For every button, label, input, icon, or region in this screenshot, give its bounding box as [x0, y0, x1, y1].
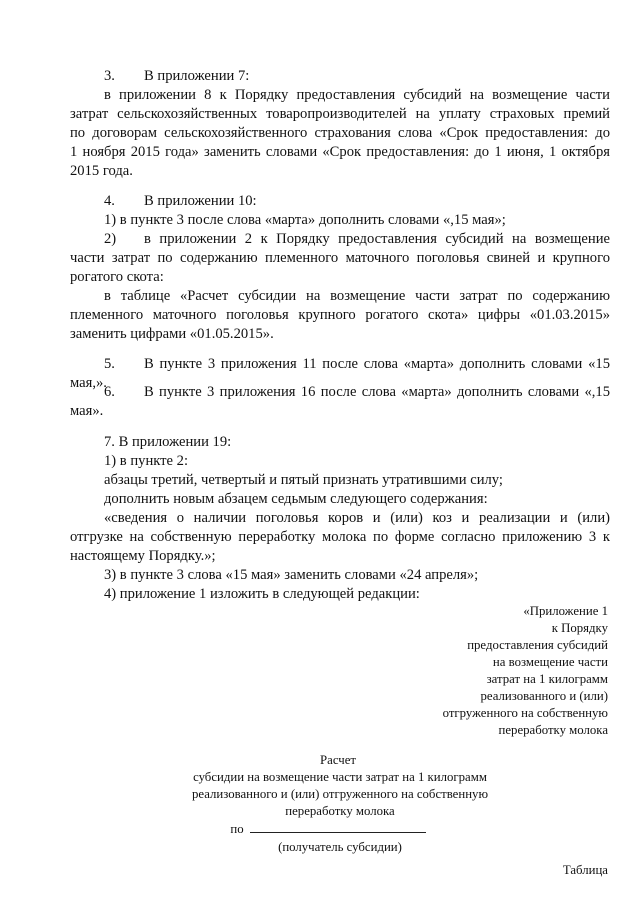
section-3-line-2: затрат сельскохозяйственных товаропроизводителей на уплату страховых премий — [70, 106, 610, 122]
section-3-heading — [70, 68, 610, 85]
section-3-line-4: 1 ноября 2015 года» заменить словами «Срок предоставления: до 1 июня, 1 октября — [70, 144, 610, 160]
section-4-point-3-line-2: племенного маточного поголовья крупного рогатого скота» цифры «01.03.2015» — [70, 307, 610, 323]
section-6-line-2: мая». — [70, 403, 104, 419]
appendix-line-7: отгруженного на собственную — [442, 706, 608, 720]
section-4-title: В приложении 10: — [144, 193, 257, 209]
section-4-point-1: 1) в пункте 3 после слова «марта» дополнить словами «,15 мая»; — [104, 212, 506, 228]
calc-line-2: реализованного и (или) отгруженного на собственную — [191, 787, 489, 801]
appendix-line-4: на возмещение части — [492, 655, 608, 669]
section-6-line-1 — [104, 384, 610, 401]
section-3-line-3: по договорам сельскохозяйственного страхования слова «Срок предоставления: до — [70, 125, 610, 141]
section-4-point-3-line-1: в таблице «Расчет субсидии на возмещение части затрат по содержанию — [104, 288, 610, 304]
section-4-point-3-line-3: заменить цифрами «01.05.2015». — [70, 326, 274, 342]
table-label: Таблица — [562, 863, 608, 877]
section-5-number: 5. — [104, 356, 115, 372]
calc-po-line — [118, 820, 538, 838]
appendix-line-1: «Приложение 1 — [523, 604, 608, 618]
recipient-caption: (получатель субсидии) — [278, 840, 402, 854]
calc-title: Расчет — [320, 753, 356, 767]
section-7-quote-line-1: «сведения о наличии поголовья коров и (или) коз и реализации и (или) — [104, 510, 610, 526]
section-6-text: В пункте 3 приложения 16 после слова «марта» дополнить словами «,15 — [144, 384, 610, 400]
section-4-point-2-line-3: рогатого скота: — [70, 269, 164, 285]
section-6-number: 6. — [104, 384, 115, 400]
section-4-point-2-line-2: части затрат по содержанию племенного маточного поголовья свиней и крупного — [70, 250, 610, 266]
appendix-line-5: затрат на 1 килограмм — [486, 672, 608, 686]
section-7-heading: 7. В приложении 19: — [104, 434, 232, 450]
calc-line-1: субсидии на возмещение части затрат на 1 килограмм — [193, 770, 487, 784]
section-3-line-1: в приложении 8 к Порядку предоставления субсидий на возмещение части — [104, 87, 610, 103]
appendix-line-6: реализованного и (или) — [480, 689, 608, 703]
appendix-line-2: к Порядку — [551, 621, 608, 635]
section-7-quote-line-2: отгрузке на собственную переработку молока по форме согласно приложению 3 к — [70, 529, 610, 545]
section-3-title: В приложении 7: — [144, 68, 250, 84]
calc-po-label: по — [230, 822, 244, 836]
section-4-point-2-number: 2) — [104, 231, 117, 247]
section-7-point-1b: дополнить новым абзацем седьмым следующего содержания: — [104, 491, 488, 507]
recipient-field-line — [250, 820, 426, 833]
section-3-line-5: 2015 года. — [70, 163, 133, 179]
section-7-quote-line-3: настоящему Порядку.»; — [70, 548, 216, 564]
calc-line-3: переработку молока — [285, 804, 395, 818]
section-7-point-3: 3) в пункте 3 слова «15 мая» заменить словами «24 апреля»; — [104, 567, 479, 583]
section-7-point-4: 4) приложение 1 изложить в следующей редакции: — [104, 586, 420, 602]
section-4-point-2-line-1 — [104, 231, 610, 248]
appendix-line-8: переработку молока — [498, 723, 608, 737]
section-4-point-2-text: в приложении 2 к Порядку предоставления субсидий на возмещение — [144, 231, 610, 247]
section-5-text: В пункте 3 приложения 11 после слова «марта» дополнить словами «15 — [144, 356, 610, 372]
section-7-point-1a: абзацы третий, четвертый и пятый признать утратившими силу; — [104, 472, 503, 488]
section-4-heading — [70, 193, 610, 210]
section-4-number: 4. — [104, 193, 115, 209]
appendix-line-3: предоставления субсидий — [467, 638, 608, 652]
section-3-number: 3. — [104, 68, 115, 84]
section-5-line-2: мая,». — [70, 375, 107, 391]
section-5-line-1 — [104, 356, 610, 373]
section-7-point-1: 1) в пункте 2: — [104, 453, 189, 469]
